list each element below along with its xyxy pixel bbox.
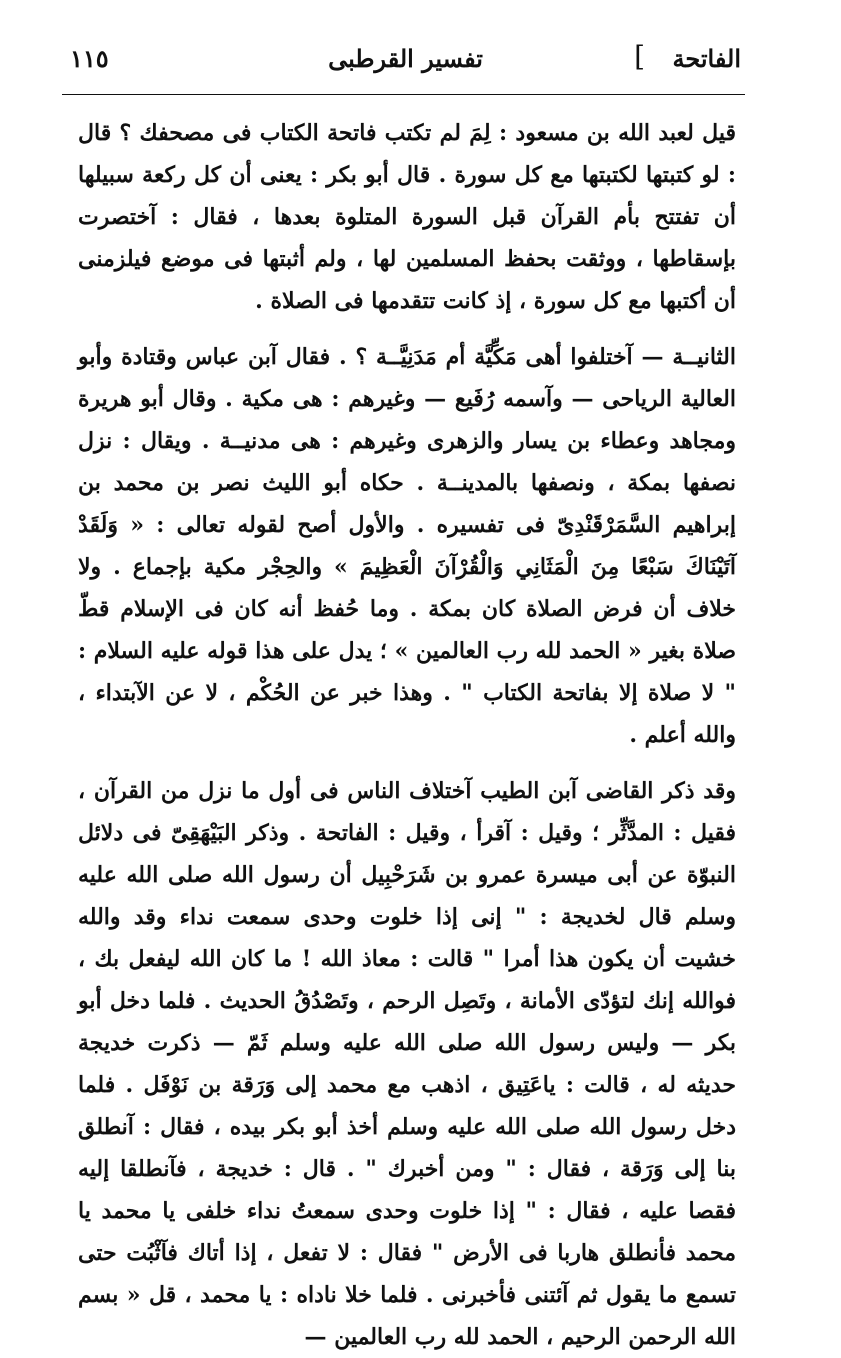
paragraph-1: قيل لعبد الله بن مسعود : لِمَ لم تكتب فاتحة الكتاب فى مصحفك ؟ قال : لو كتبتها لكتبتها مع كل سورة . قال أبو بكر : يعنى أن كل ركعة سبيلها أن تفتتح بأم القرآن قبل السورة المتلوة بعدها ، فقال : آختصرت بإسقاطها ، ووثقت بحفظ المسلمين لها ، ولم أثبتها فى موضع فيلزمنى أن أكتبها مع كل سورة ، إذ كانت تتقدمها فى الصلاة .: [78, 120, 736, 314]
chapter-bracket: ]: [634, 40, 645, 73]
paragraph-2: الثانيــة — آختلفوا أهى مَكِّيَّة أم مَدَنِيَّــة ؟ . فقال آبن عباس وقتادة وأبو العالية الرياحى — وآسمه رُفَيع — وغيرهم : هى مكية . وقال أبو هريرة ومجاهد وعطاء بن يسار والزهرى وغيرهم : هى مدنيــة . ويقال : نزل نصفها بمكة ، ونصفها بالمدينــة . حكاه أبو الليث نصر بن محمد بن إبراهيم السَّمَرْقَنْدِىّ فى تفسيره . والأول أصح لقوله تعالى : « وَلَقَدْ آتَيْنَاكَ سَبْعًا مِنَ الْمَثَانِي وَالْقُرْآنَ الْعَظِيمَ » والحِجْر مكية بإجماع . ولا خلاف أن فرض الصلاة كان بمكة . وما حُفظ أنه كان فى الإسلام قطّ صلاة بغير « الحمد لله رب العالمين » ؛ يدل على هذا قوله عليه السلام : " لا صلاة إلا بفاتحة الكتاب " . وهذا خبر عن الحُكْم ، لا عن الآبتداء ، والله أعلم .: [78, 344, 736, 748]
paragraph-3: وقد ذكر القاضى آبن الطيب آختلاف الناس فى أول ما نزل من القرآن ، فقيل : المدَّثِّر ؛ وقيل : آقرأ ، وقيل : الفاتحة . وذكر البَيْهَقِىّ فى دلائل النبوّة عن أبى ميسرة عمرو بن شَرَحْبِيل أن رسول الله صلى الله عليه وسلم قال لخديجة : " إنى إذا خلوت وحدى سمعت نداء وقد والله خشيت أن يكون هذا أمرا " قالت : معاذ الله ! ما كان الله ليفعل بك ، فوالله إنك لتؤدّى الأمانة ، وتَصِل الرحم ، وتَصْدُقُ الحديث . فلما دخل أبو بكر — وليس رسول الله صلى الله عليه وسلم ثَمّ — ذكرت خديجة حديثه له ، قالت : ياعَتِيق ، اذهب مع محمد إلى وَرَقة بن نَوْفَل . فلما دخل رسول الله صلى الله عليه وسلم أخذ أبو بكر بيده ، فقال : آنطلق بنا إلى وَرَقة ، فقال : " ومن أخبرك " . قال : خديجة ، فآنطلقا إليه فقصا عليه ، فقال : " إذا خلوت وحدى سمعتُ نداء خلفى يا محمد يا محمد فأنطلق هاربا فى الأرض " فقال : لا تفعل ، إذا أتاك فآثْبُت حتى تسمع ما يقول ثم آئتنى فأخبرنى . فلما خلا ناداه : يا محمد ، قل « بسم الله الرحمن الرحيم ، الحمد لله رب العالمين —: [78, 778, 736, 1350]
body-text: [78, 112, 736, 1358]
chapter-name: الفاتحة: [672, 44, 741, 73]
page-number: ١١٥: [70, 44, 109, 73]
header-rule: [62, 94, 745, 95]
running-header: [70, 38, 741, 88]
book-title: تفسير القرطبى: [328, 44, 483, 73]
